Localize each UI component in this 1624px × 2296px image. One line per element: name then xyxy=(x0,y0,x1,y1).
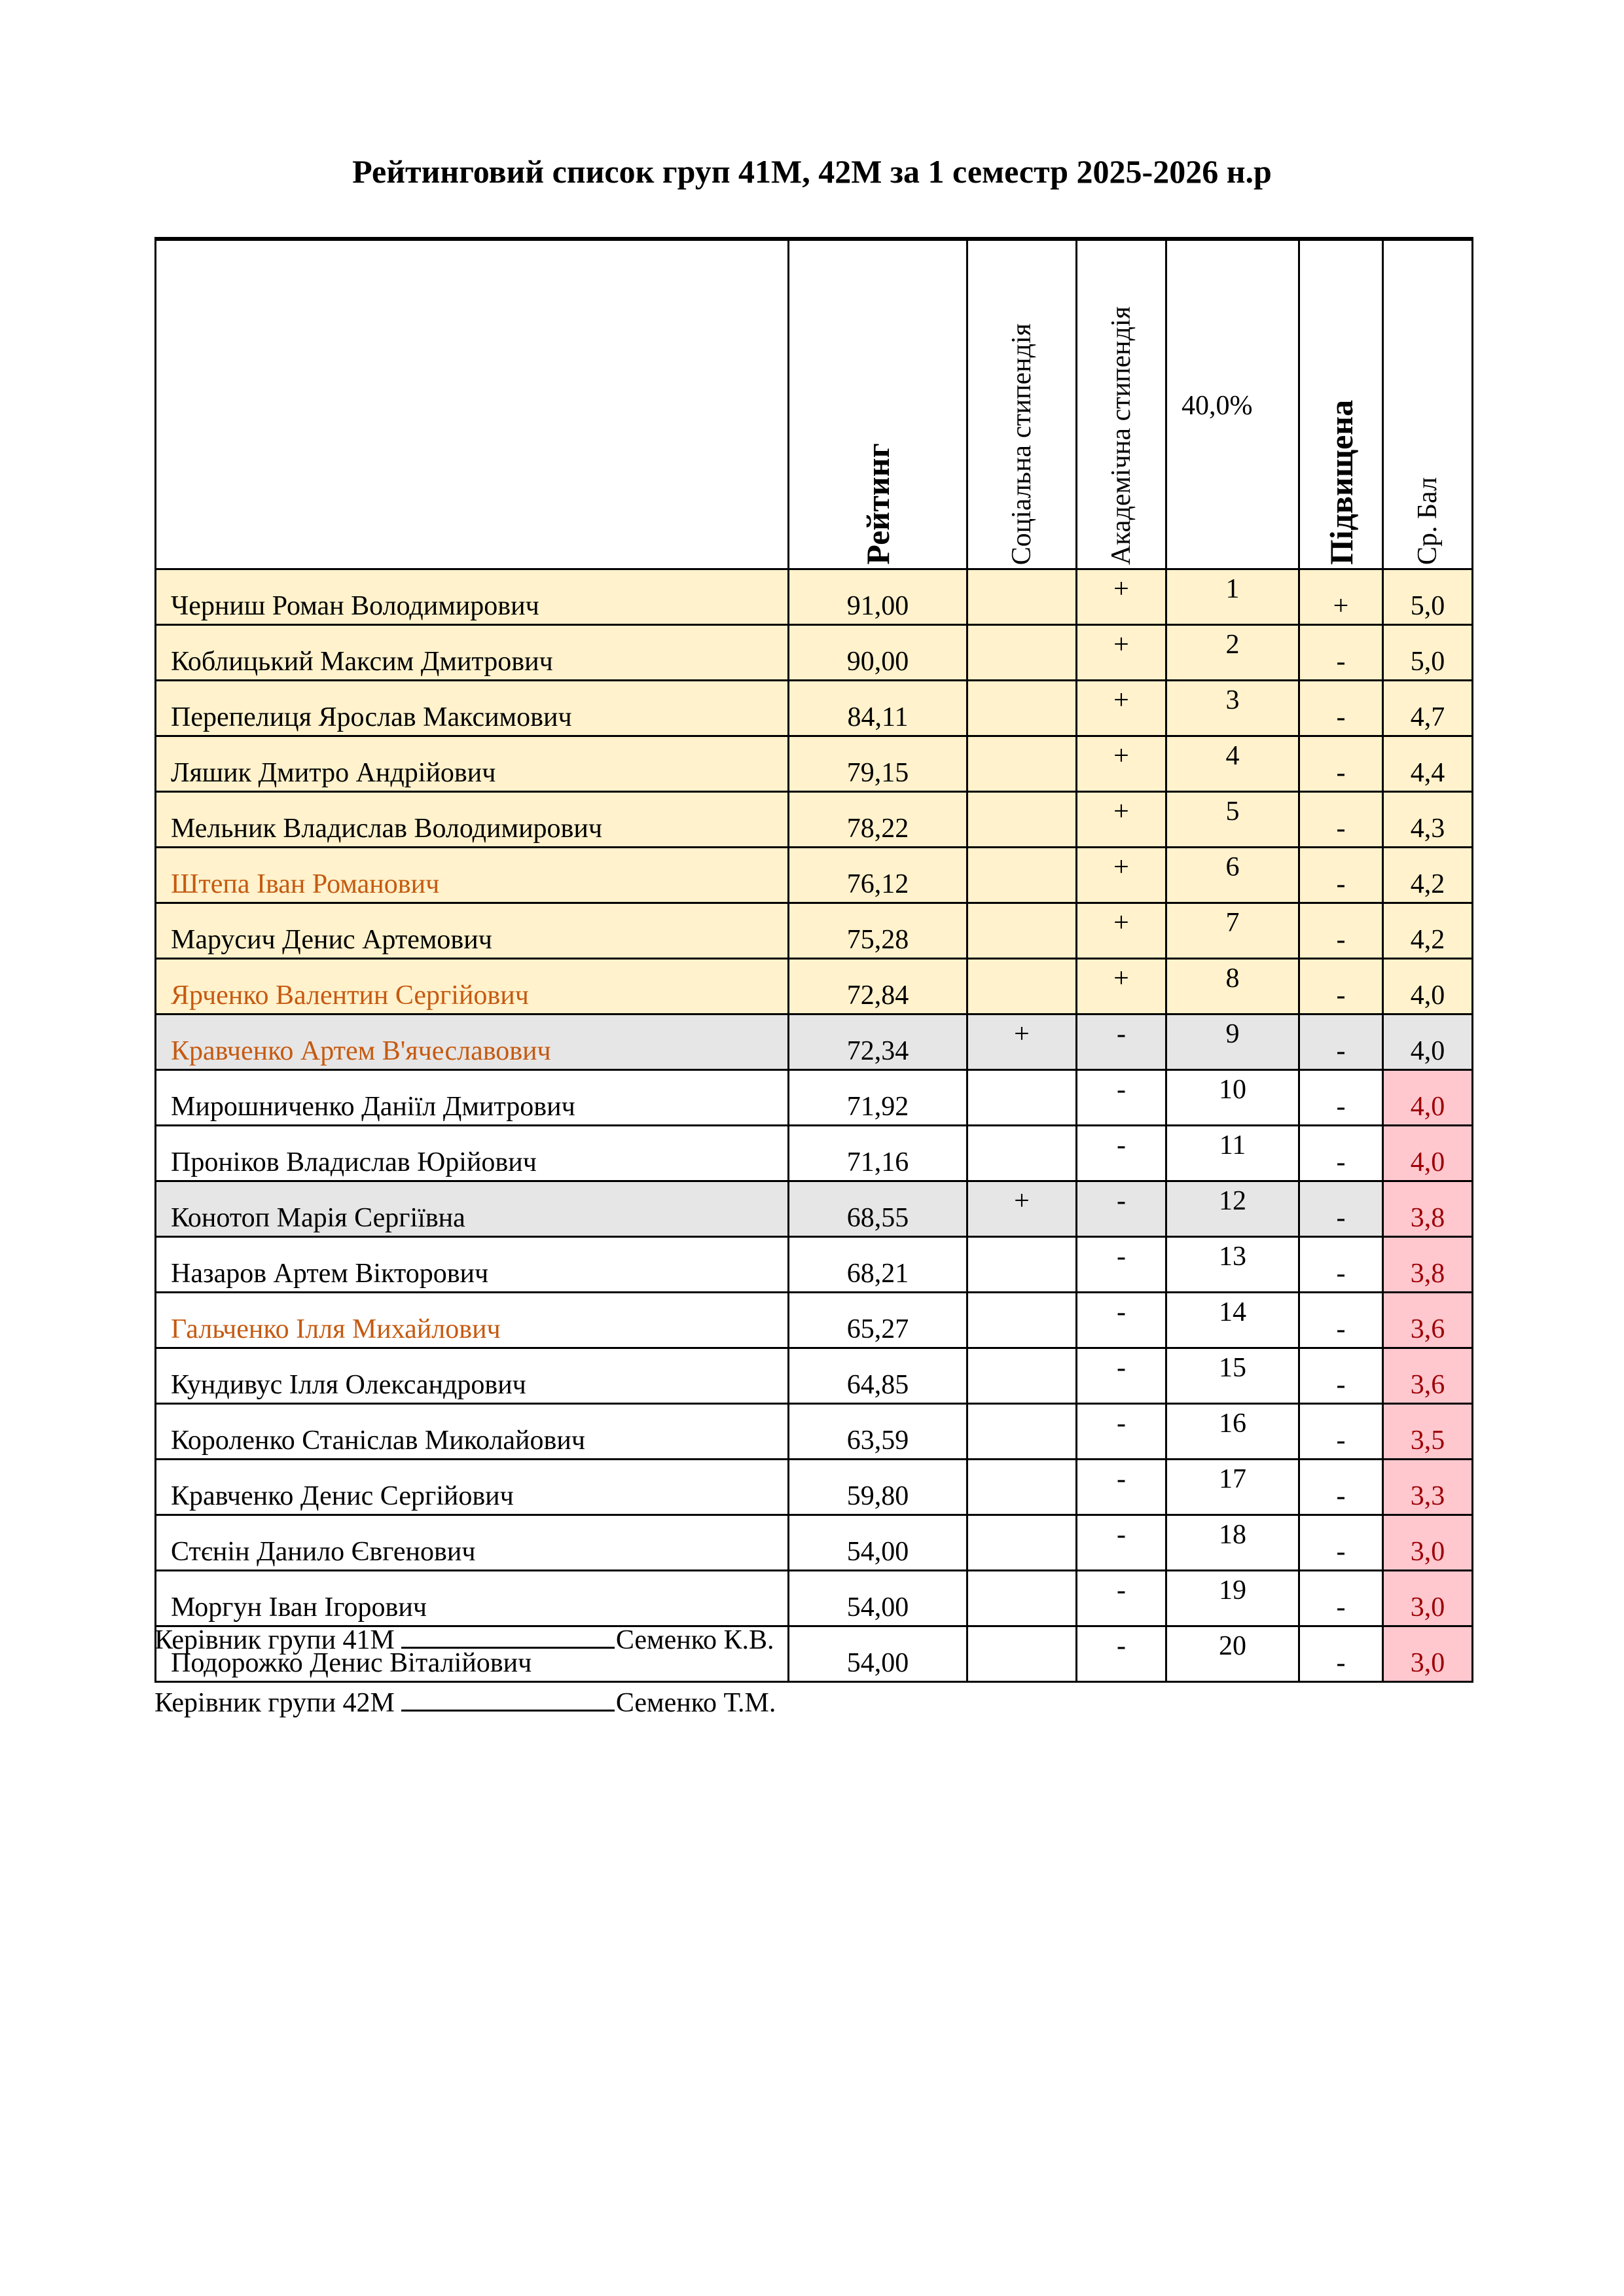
signature-line xyxy=(401,1622,615,1649)
academic-scholarship-mark: + xyxy=(1077,569,1166,625)
table-row xyxy=(156,1348,1473,1404)
rank-number: 12 xyxy=(1166,1181,1299,1237)
social-scholarship-mark xyxy=(967,1460,1077,1515)
social-scholarship-mark xyxy=(967,792,1077,848)
student-name: Моргун Іван Ігорович xyxy=(156,1571,789,1626)
rank-number: 7 xyxy=(1166,903,1299,959)
header-avg xyxy=(1383,239,1473,569)
average-grade: 4,0 xyxy=(1383,1126,1473,1181)
rank-number: 5 xyxy=(1166,792,1299,848)
increased-scholarship-mark: - xyxy=(1299,903,1383,959)
rating-value: 64,85 xyxy=(789,1348,967,1404)
academic-scholarship-mark: + xyxy=(1077,848,1166,903)
rank-number: 13 xyxy=(1166,1237,1299,1293)
average-grade: 4,3 xyxy=(1383,792,1473,848)
student-name: Конотоп Марія Сергіївна xyxy=(156,1181,789,1237)
increased-scholarship-mark: - xyxy=(1299,1014,1383,1070)
rank-number: 17 xyxy=(1166,1460,1299,1515)
table-row xyxy=(156,1404,1473,1460)
social-scholarship-mark xyxy=(967,625,1077,681)
rating-value: 54,00 xyxy=(789,1626,967,1682)
increased-scholarship-mark: - xyxy=(1299,1626,1383,1682)
social-scholarship-mark xyxy=(967,1237,1077,1293)
rank-number: 10 xyxy=(1166,1070,1299,1126)
table-row xyxy=(156,1571,1473,1626)
academic-scholarship-mark: - xyxy=(1077,1293,1166,1348)
average-grade: 3,3 xyxy=(1383,1460,1473,1515)
rating-value: 71,92 xyxy=(789,1070,967,1126)
academic-scholarship-mark: - xyxy=(1077,1014,1166,1070)
increased-scholarship-mark: - xyxy=(1299,1237,1383,1293)
rating-value: 90,00 xyxy=(789,625,967,681)
table-row xyxy=(156,1460,1473,1515)
social-scholarship-mark: + xyxy=(967,1014,1077,1070)
social-scholarship-mark xyxy=(967,681,1077,736)
rank-number: 9 xyxy=(1166,1014,1299,1070)
academic-scholarship-mark: - xyxy=(1077,1237,1166,1293)
rank-number: 19 xyxy=(1166,1571,1299,1626)
student-name: Стєнін Данило Євгенович xyxy=(156,1515,789,1571)
table-row xyxy=(156,569,1473,625)
academic-scholarship-mark: + xyxy=(1077,681,1166,736)
increased-scholarship-mark: - xyxy=(1299,1460,1383,1515)
rating-value: 72,84 xyxy=(789,959,967,1014)
rank-number: 14 xyxy=(1166,1293,1299,1348)
rank-number: 20 xyxy=(1166,1626,1299,1682)
academic-scholarship-mark: + xyxy=(1077,736,1166,792)
average-grade: 3,5 xyxy=(1383,1404,1473,1460)
table-row xyxy=(156,792,1473,848)
student-name: Назаров Артем Вікторович xyxy=(156,1237,789,1293)
student-name: Штепа Іван Романович xyxy=(156,848,789,903)
social-scholarship-mark xyxy=(967,1348,1077,1404)
average-grade: 4,0 xyxy=(1383,959,1473,1014)
student-name: Мельник Владислав Володимирович xyxy=(156,792,789,848)
increased-scholarship-mark: + xyxy=(1299,569,1383,625)
social-scholarship-mark: + xyxy=(967,1181,1077,1237)
academic-scholarship-mark: - xyxy=(1077,1126,1166,1181)
table-row xyxy=(156,1014,1473,1070)
table-row xyxy=(156,1237,1473,1293)
student-name: Подорожко Денис Віталійович xyxy=(156,1626,789,1682)
rating-value: 71,16 xyxy=(789,1126,967,1181)
student-name: Ляшик Дмитро Андрійович xyxy=(156,736,789,792)
student-name: Кундивус Ілля Олександрович xyxy=(156,1348,789,1404)
social-scholarship-mark xyxy=(967,1571,1077,1626)
table-row xyxy=(156,1126,1473,1181)
header-rating xyxy=(789,239,967,569)
average-grade: 3,6 xyxy=(1383,1348,1473,1404)
average-grade: 3,0 xyxy=(1383,1626,1473,1682)
social-scholarship-mark xyxy=(967,1626,1077,1682)
table-row xyxy=(156,903,1473,959)
academic-scholarship-mark: - xyxy=(1077,1070,1166,1126)
rating-value: 72,34 xyxy=(789,1014,967,1070)
rating-value: 59,80 xyxy=(789,1460,967,1515)
academic-scholarship-mark: - xyxy=(1077,1181,1166,1237)
average-grade: 4,0 xyxy=(1383,1014,1473,1070)
header-rating-label: Рейтинг xyxy=(859,443,896,565)
increased-scholarship-mark: - xyxy=(1299,792,1383,848)
academic-scholarship-mark: - xyxy=(1077,1571,1166,1626)
student-name: Черниш Роман Володимирович xyxy=(156,569,789,625)
footer-signer: Семенко К.В. xyxy=(615,1625,774,1655)
increased-scholarship-mark: - xyxy=(1299,1348,1383,1404)
rank-number: 16 xyxy=(1166,1404,1299,1460)
rating-value: 84,11 xyxy=(789,681,967,736)
social-scholarship-mark xyxy=(967,959,1077,1014)
average-grade: 4,7 xyxy=(1383,681,1473,736)
average-grade: 3,0 xyxy=(1383,1515,1473,1571)
table-row xyxy=(156,848,1473,903)
rank-number: 4 xyxy=(1166,736,1299,792)
header-academic xyxy=(1077,239,1166,569)
increased-scholarship-mark: - xyxy=(1299,625,1383,681)
student-name: Проніков Владислав Юрійович xyxy=(156,1126,789,1181)
average-grade: 5,0 xyxy=(1383,625,1473,681)
rating-value: 91,00 xyxy=(789,569,967,625)
student-name: Коблицький Максим Дмитрович xyxy=(156,625,789,681)
rank-number: 6 xyxy=(1166,848,1299,903)
table-row xyxy=(156,959,1473,1014)
social-scholarship-mark xyxy=(967,1515,1077,1571)
rating-value: 75,28 xyxy=(789,903,967,959)
average-grade: 4,2 xyxy=(1383,903,1473,959)
rating-table xyxy=(154,237,1473,1683)
table-body xyxy=(156,569,1473,1682)
academic-scholarship-mark: + xyxy=(1077,792,1166,848)
social-scholarship-mark xyxy=(967,569,1077,625)
academic-scholarship-mark: - xyxy=(1077,1460,1166,1515)
student-name: Мирошниченко Даніїл Дмитрович xyxy=(156,1070,789,1126)
header-social-label: Соціальна стипендія xyxy=(1007,323,1037,565)
social-scholarship-mark xyxy=(967,736,1077,792)
footer-label: Керівник групи 41М xyxy=(154,1625,395,1655)
academic-scholarship-mark: - xyxy=(1077,1348,1166,1404)
academic-scholarship-mark: + xyxy=(1077,625,1166,681)
social-scholarship-mark xyxy=(967,903,1077,959)
student-name: Ярченко Валентин Сергійович xyxy=(156,959,789,1014)
rating-value: 76,12 xyxy=(789,848,967,903)
rank-number: 1 xyxy=(1166,569,1299,625)
rating-value: 79,15 xyxy=(789,736,967,792)
student-name: Марусич Денис Артемович xyxy=(156,903,789,959)
table-row xyxy=(156,625,1473,681)
student-name: Кравченко Денис Сергійович xyxy=(156,1460,789,1515)
average-grade: 4,2 xyxy=(1383,848,1473,903)
rating-value: 68,55 xyxy=(789,1181,967,1237)
document-title: Рейтинговий список груп 41М, 42М за 1 семестр 2025-2026 н.р xyxy=(352,153,1272,190)
table-row xyxy=(156,736,1473,792)
average-grade: 5,0 xyxy=(1383,569,1473,625)
table-row xyxy=(156,681,1473,736)
social-scholarship-mark xyxy=(967,1293,1077,1348)
social-scholarship-mark xyxy=(967,1070,1077,1126)
increased-scholarship-mark: - xyxy=(1299,1181,1383,1237)
academic-scholarship-mark: - xyxy=(1077,1626,1166,1682)
social-scholarship-mark xyxy=(967,848,1077,903)
increased-scholarship-mark: - xyxy=(1299,1126,1383,1181)
increased-scholarship-mark: - xyxy=(1299,681,1383,736)
academic-scholarship-mark: - xyxy=(1077,1404,1166,1460)
increased-scholarship-mark: - xyxy=(1299,959,1383,1014)
rank-number: 11 xyxy=(1166,1126,1299,1181)
header-quota xyxy=(1166,239,1299,569)
increased-scholarship-mark: - xyxy=(1299,1515,1383,1571)
header-increased-label: Підвищена xyxy=(1322,399,1360,565)
header-quota-label: 40,0% xyxy=(1182,391,1253,421)
footer-signature-41m xyxy=(154,1622,774,1657)
student-name: Гальченко Ілля Михайлович xyxy=(156,1293,789,1348)
rank-number: 2 xyxy=(1166,625,1299,681)
rating-value: 78,22 xyxy=(789,792,967,848)
average-grade: 3,6 xyxy=(1383,1293,1473,1348)
footer-signer: Семенко Т.М. xyxy=(615,1688,776,1718)
student-name: Перепелиця Ярослав Максимович xyxy=(156,681,789,736)
social-scholarship-mark xyxy=(967,1126,1077,1181)
rank-number: 15 xyxy=(1166,1348,1299,1404)
table-row xyxy=(156,1293,1473,1348)
header-name xyxy=(156,239,789,569)
header-avg-label: Ср. Бал xyxy=(1413,476,1443,565)
academic-scholarship-mark: + xyxy=(1077,959,1166,1014)
table-header-row xyxy=(156,239,1473,569)
student-name: Кравченко Артем В'ячеславович xyxy=(156,1014,789,1070)
increased-scholarship-mark: - xyxy=(1299,1293,1383,1348)
rank-number: 8 xyxy=(1166,959,1299,1014)
average-grade: 3,8 xyxy=(1383,1237,1473,1293)
header-social xyxy=(967,239,1077,569)
rating-value: 54,00 xyxy=(789,1515,967,1571)
table-row xyxy=(156,1070,1473,1126)
average-grade: 4,4 xyxy=(1383,736,1473,792)
increased-scholarship-mark: - xyxy=(1299,1070,1383,1126)
rating-value: 68,21 xyxy=(789,1237,967,1293)
rank-number: 18 xyxy=(1166,1515,1299,1571)
footer-signature-42m xyxy=(154,1685,776,1719)
footer-label: Керівник групи 42М xyxy=(154,1688,395,1718)
table-row xyxy=(156,1515,1473,1571)
average-grade: 3,8 xyxy=(1383,1181,1473,1237)
rank-number: 3 xyxy=(1166,681,1299,736)
rating-value: 65,27 xyxy=(789,1293,967,1348)
student-name: Короленко Станіслав Миколайович xyxy=(156,1404,789,1460)
social-scholarship-mark xyxy=(967,1404,1077,1460)
rating-value: 63,59 xyxy=(789,1404,967,1460)
academic-scholarship-mark: - xyxy=(1077,1515,1166,1571)
academic-scholarship-mark: + xyxy=(1077,903,1166,959)
header-increased xyxy=(1299,239,1383,569)
increased-scholarship-mark: - xyxy=(1299,1571,1383,1626)
average-grade: 4,0 xyxy=(1383,1070,1473,1126)
increased-scholarship-mark: - xyxy=(1299,848,1383,903)
increased-scholarship-mark: - xyxy=(1299,1404,1383,1460)
increased-scholarship-mark: - xyxy=(1299,736,1383,792)
signature-line xyxy=(401,1685,615,1712)
table-row xyxy=(156,1181,1473,1237)
header-academic-label: Академічна стипендія xyxy=(1106,306,1136,565)
average-grade: 3,0 xyxy=(1383,1571,1473,1626)
rating-value: 54,00 xyxy=(789,1571,967,1626)
